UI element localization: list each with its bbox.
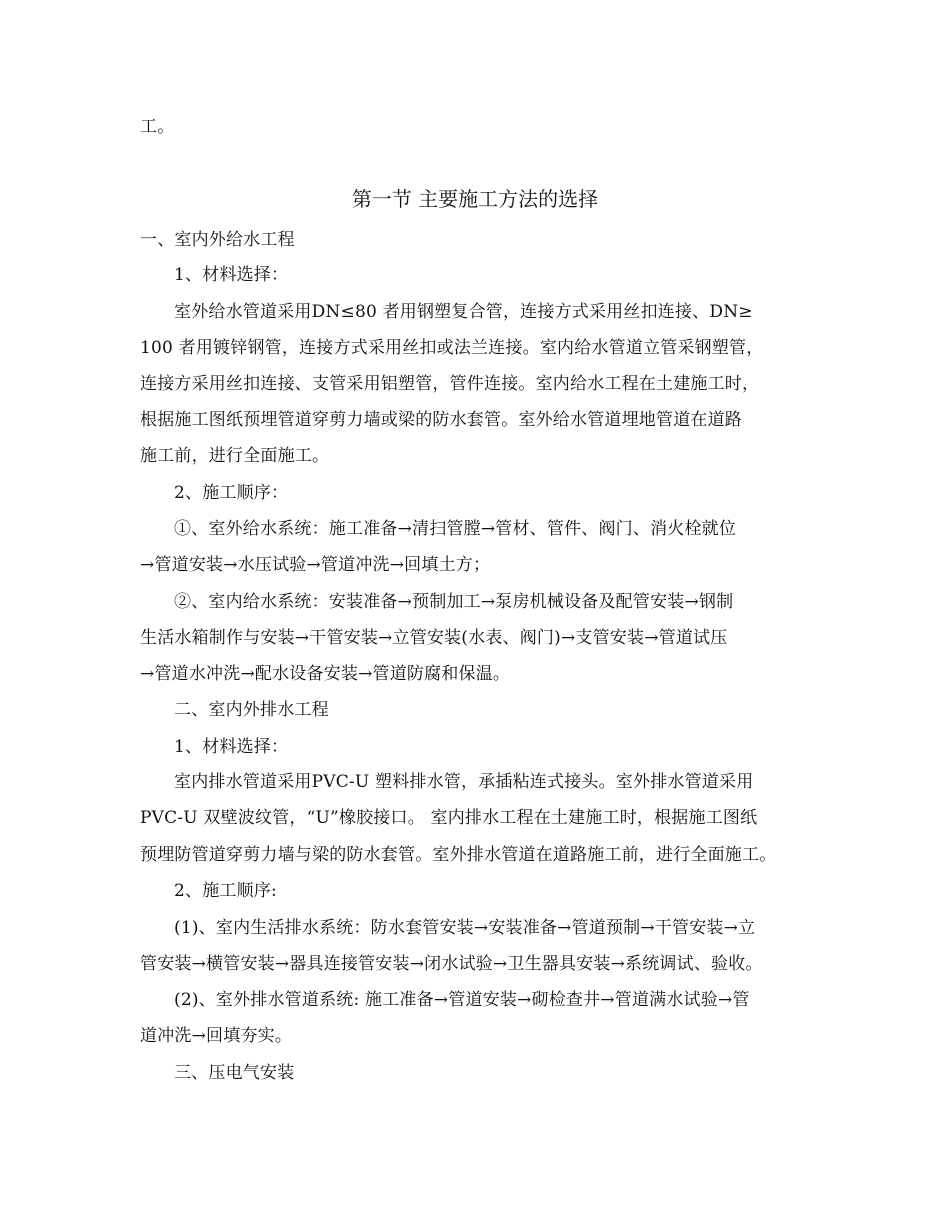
text-line: 100 者用镀锌钢管，连接方式采用丝扣或法兰连接。室内给水管道立管采钢塑管，	[140, 338, 764, 358]
text-line: (1)、室内生活排水系统：防水套管安装→安装准备→管道预制→干管安装→立	[174, 918, 756, 938]
heading-drainage: 二、室内外排水工程	[174, 700, 329, 720]
text-line: PVC-U 双壁波纹管，“U”橡胶接口。 室内排水工程在土建施工时，根据施工图纸	[140, 808, 758, 828]
text-line: 预埋防管道穿剪力墙与梁的防水套管。室外排水管道在道路施工前，进行全面施工。	[140, 845, 777, 865]
section-title: 第一节 主要施工方法的选择	[351, 187, 599, 211]
text-line: →管道水冲洗→配水设备安装→管道防腐和保温。	[140, 664, 511, 684]
text-line: 管安装→横管安装→器具连接管安装→闭水试验→卫生器具安装→系统调试、验收。	[140, 954, 763, 974]
text-line: (2)、室外排水管道系统: 施工准备→管道安装→砌检查井→管道满水试验→管	[174, 990, 750, 1010]
heading-electrical: 三、压电气安装	[174, 1063, 295, 1083]
text-line: 室外给水管道采用DN≤80 者用钢塑复合管，连接方式采用丝扣连接、DN≥	[174, 302, 753, 322]
heading-water-supply: 一、室内外给水工程	[140, 230, 295, 250]
text-line: ①、室外给水系统：施工准备→清扫管膛→管材、管件、阀门、消火栓就位	[174, 519, 737, 539]
subheading-sequence: 2、施工顺序:	[174, 881, 277, 901]
text-line: 连接方采用丝扣连接、支管采用铝塑管，管件连接。室内给水工程在土建施工时，	[140, 374, 760, 394]
subheading-materials: 1、材料选择：	[174, 265, 289, 285]
text-line: ②、室内给水系统：安装准备→预制加工→泵房机械设备及配管安装→钢制	[174, 592, 734, 612]
subheading-materials: 1、材料选择：	[174, 737, 289, 757]
text-line: 施工前，进行全面施工。	[140, 446, 330, 466]
text-line: 室内排水管道采用PVC-U 塑料排水管，承插粘连式接头。室外排水管道采用	[174, 772, 754, 792]
text-line: 工。	[140, 117, 175, 137]
text-line: 根据施工图纸预埋管道穿剪力墙或梁的防水套管。室外给水管道埋地管道在道路	[140, 410, 742, 430]
text-line: →管道安装→水压试验→管道冲洗→回填土方；	[140, 555, 491, 575]
text-line: 生活水箱制作与安装→干管安装→立管安装(水表、阀门)→支管安装→管道试压	[140, 628, 728, 648]
text-line: 道冲洗→回填夯实。	[140, 1026, 293, 1046]
subheading-sequence: 2、施工顺序：	[174, 483, 289, 503]
